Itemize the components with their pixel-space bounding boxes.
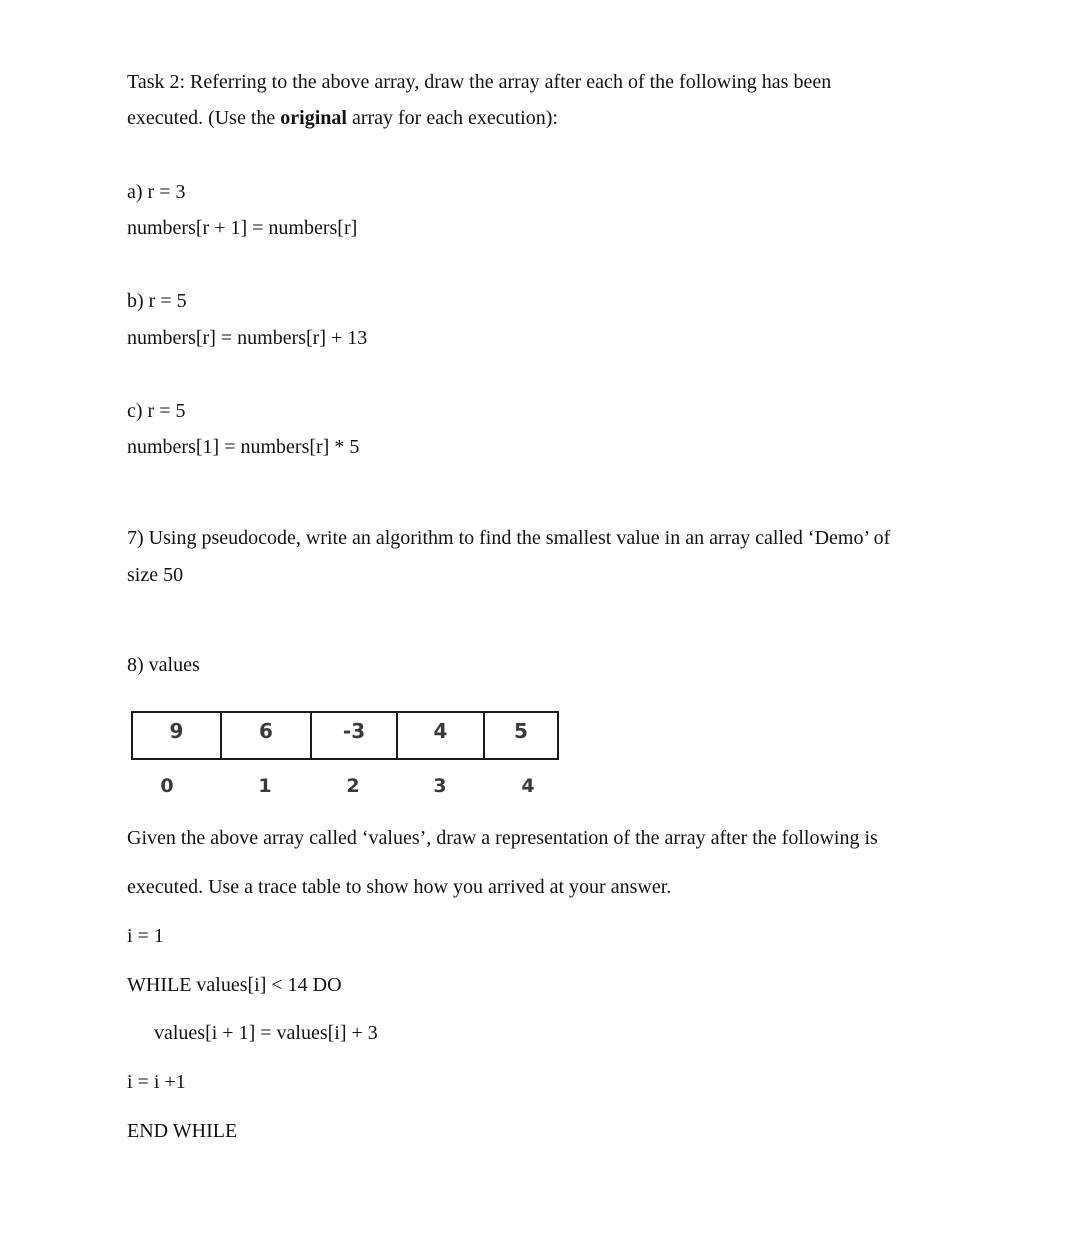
array-cell-4: 5 [514, 718, 528, 743]
task2-c-line2: numbers[1] = numbers[r] * 5 [127, 436, 360, 458]
array-cell-1: 6 [222, 713, 312, 758]
task2-b-line1: b) r = 5 [127, 290, 187, 312]
task2-intro-text-a: executed. (Use the [127, 107, 281, 129]
task2-a-line2: numbers[r + 1] = numbers[r] [127, 217, 358, 239]
code-line-increment: i = i +1 [127, 1071, 186, 1093]
task2-intro-text-b: array for each execution): [346, 107, 558, 129]
q7-line1: 7) Using pseudocode, write an algorithm to find the smallest value in an array called ‘Demo’ of [127, 527, 891, 549]
q8-desc-line2: executed. Use a trace table to show how you arrived at your answer. [127, 876, 672, 898]
task2-intro-line1: Task 2: Referring to the above array, draw the array after each of the following has been [127, 71, 832, 93]
array-index-0: 0 [160, 775, 174, 797]
code-line-endwhile: END WHILE [127, 1120, 238, 1142]
q8-heading: 8) values [127, 654, 200, 676]
task2-c-line1: c) r = 5 [127, 400, 186, 422]
values-array-box [131, 711, 559, 760]
q8-desc-line1: Given the above array called ‘values’, draw a representation of the array after the following is [127, 827, 878, 849]
task2-intro-bold-original: original [280, 107, 347, 129]
array-index-row [131, 775, 563, 805]
array-index-4: 4 [521, 775, 535, 797]
array-cell-0: 9 [133, 713, 222, 758]
code-line-while: WHILE values[i] < 14 DO [127, 974, 342, 996]
code-line-init: i = 1 [127, 925, 164, 947]
task2-intro-line2 [127, 106, 558, 130]
array-index-2: 2 [346, 775, 360, 797]
task2-b-line2: numbers[r] = numbers[r] + 13 [127, 327, 368, 349]
values-array-figure [131, 711, 563, 806]
array-cell-3: 4 [398, 713, 485, 758]
array-cell-2: -3 [312, 713, 398, 758]
array-index-1: 1 [258, 775, 272, 797]
q7-line2: size 50 [127, 564, 184, 586]
array-index-3: 3 [433, 775, 447, 797]
task2-a-line1: a) r = 3 [127, 181, 186, 203]
code-line-body: values[i + 1] = values[i] + 3 [154, 1022, 378, 1044]
